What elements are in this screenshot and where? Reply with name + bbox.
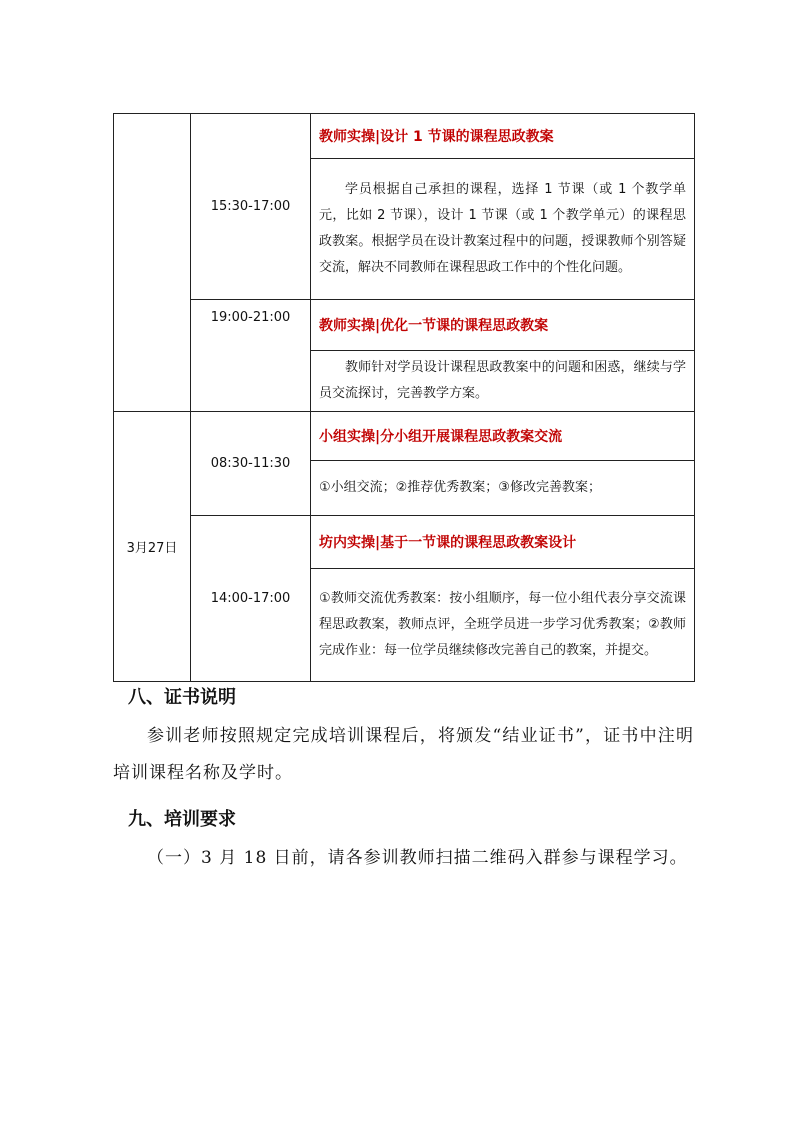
table-row (114, 412, 695, 461)
session-title: 教师实操|优化一节课的课程思政教案 (311, 300, 695, 351)
session-description: 教师针对学员设计课程思政教案中的问题和困惑，继续与学员交流探讨，完善教学方案。 (311, 351, 695, 412)
table-row (114, 516, 695, 569)
time-cell: 15:30-17:00 (191, 114, 311, 300)
section-heading-certificate: 八、证书说明 (128, 687, 236, 708)
session-title: 教师实操|设计 1 节课的课程思政教案 (311, 114, 695, 159)
table-row (114, 114, 695, 159)
time-cell: 14:00-17:00 (191, 516, 311, 682)
session-title: 小组实操|分小组开展课程思政教案交流 (311, 412, 695, 461)
date-cell: 3月27日 (114, 412, 191, 682)
certificate-paragraph: 参训老师按照规定完成培训课程后，将颁发“结业证书”，证书中注明培训课程名称及学时。 (113, 726, 694, 783)
schedule-table (113, 113, 695, 682)
session-description: ①教师交流优秀教案：按小组顺序，每一位小组代表分享交流课程思政教案，教师点评，全班学员进一步学习优秀教案；②教师完成作业：每一位学员继续修改完善自己的教案，并提交。 (311, 569, 695, 682)
section-heading-requirements: 九、培训要求 (128, 809, 236, 830)
requirements-paragraph: （一）3 月 18 日前，请各参训教师扫描二维码入群参与课程学习。 (147, 848, 688, 868)
time-cell: 08:30-11:30 (191, 412, 311, 516)
date-cell (114, 114, 191, 412)
time-cell: 19:00-21:00 (191, 300, 311, 412)
session-description: ①小组交流；②推荐优秀教案；③修改完善教案； (311, 461, 695, 516)
session-description: 学员根据自己承担的课程，选择 1 节课（或 1 个教学单元，比如 2 节课），设计 1 节课（或 1 个教学单元）的课程思政教案。根据学员在设计教案过程中的问题，授课教师个别答疑交流，解决不同教师在课程思政工作中的个性化问题。 (311, 159, 695, 300)
table-row (114, 300, 695, 351)
session-title: 坊内实操|基于一节课的课程思政教案设计 (311, 516, 695, 569)
